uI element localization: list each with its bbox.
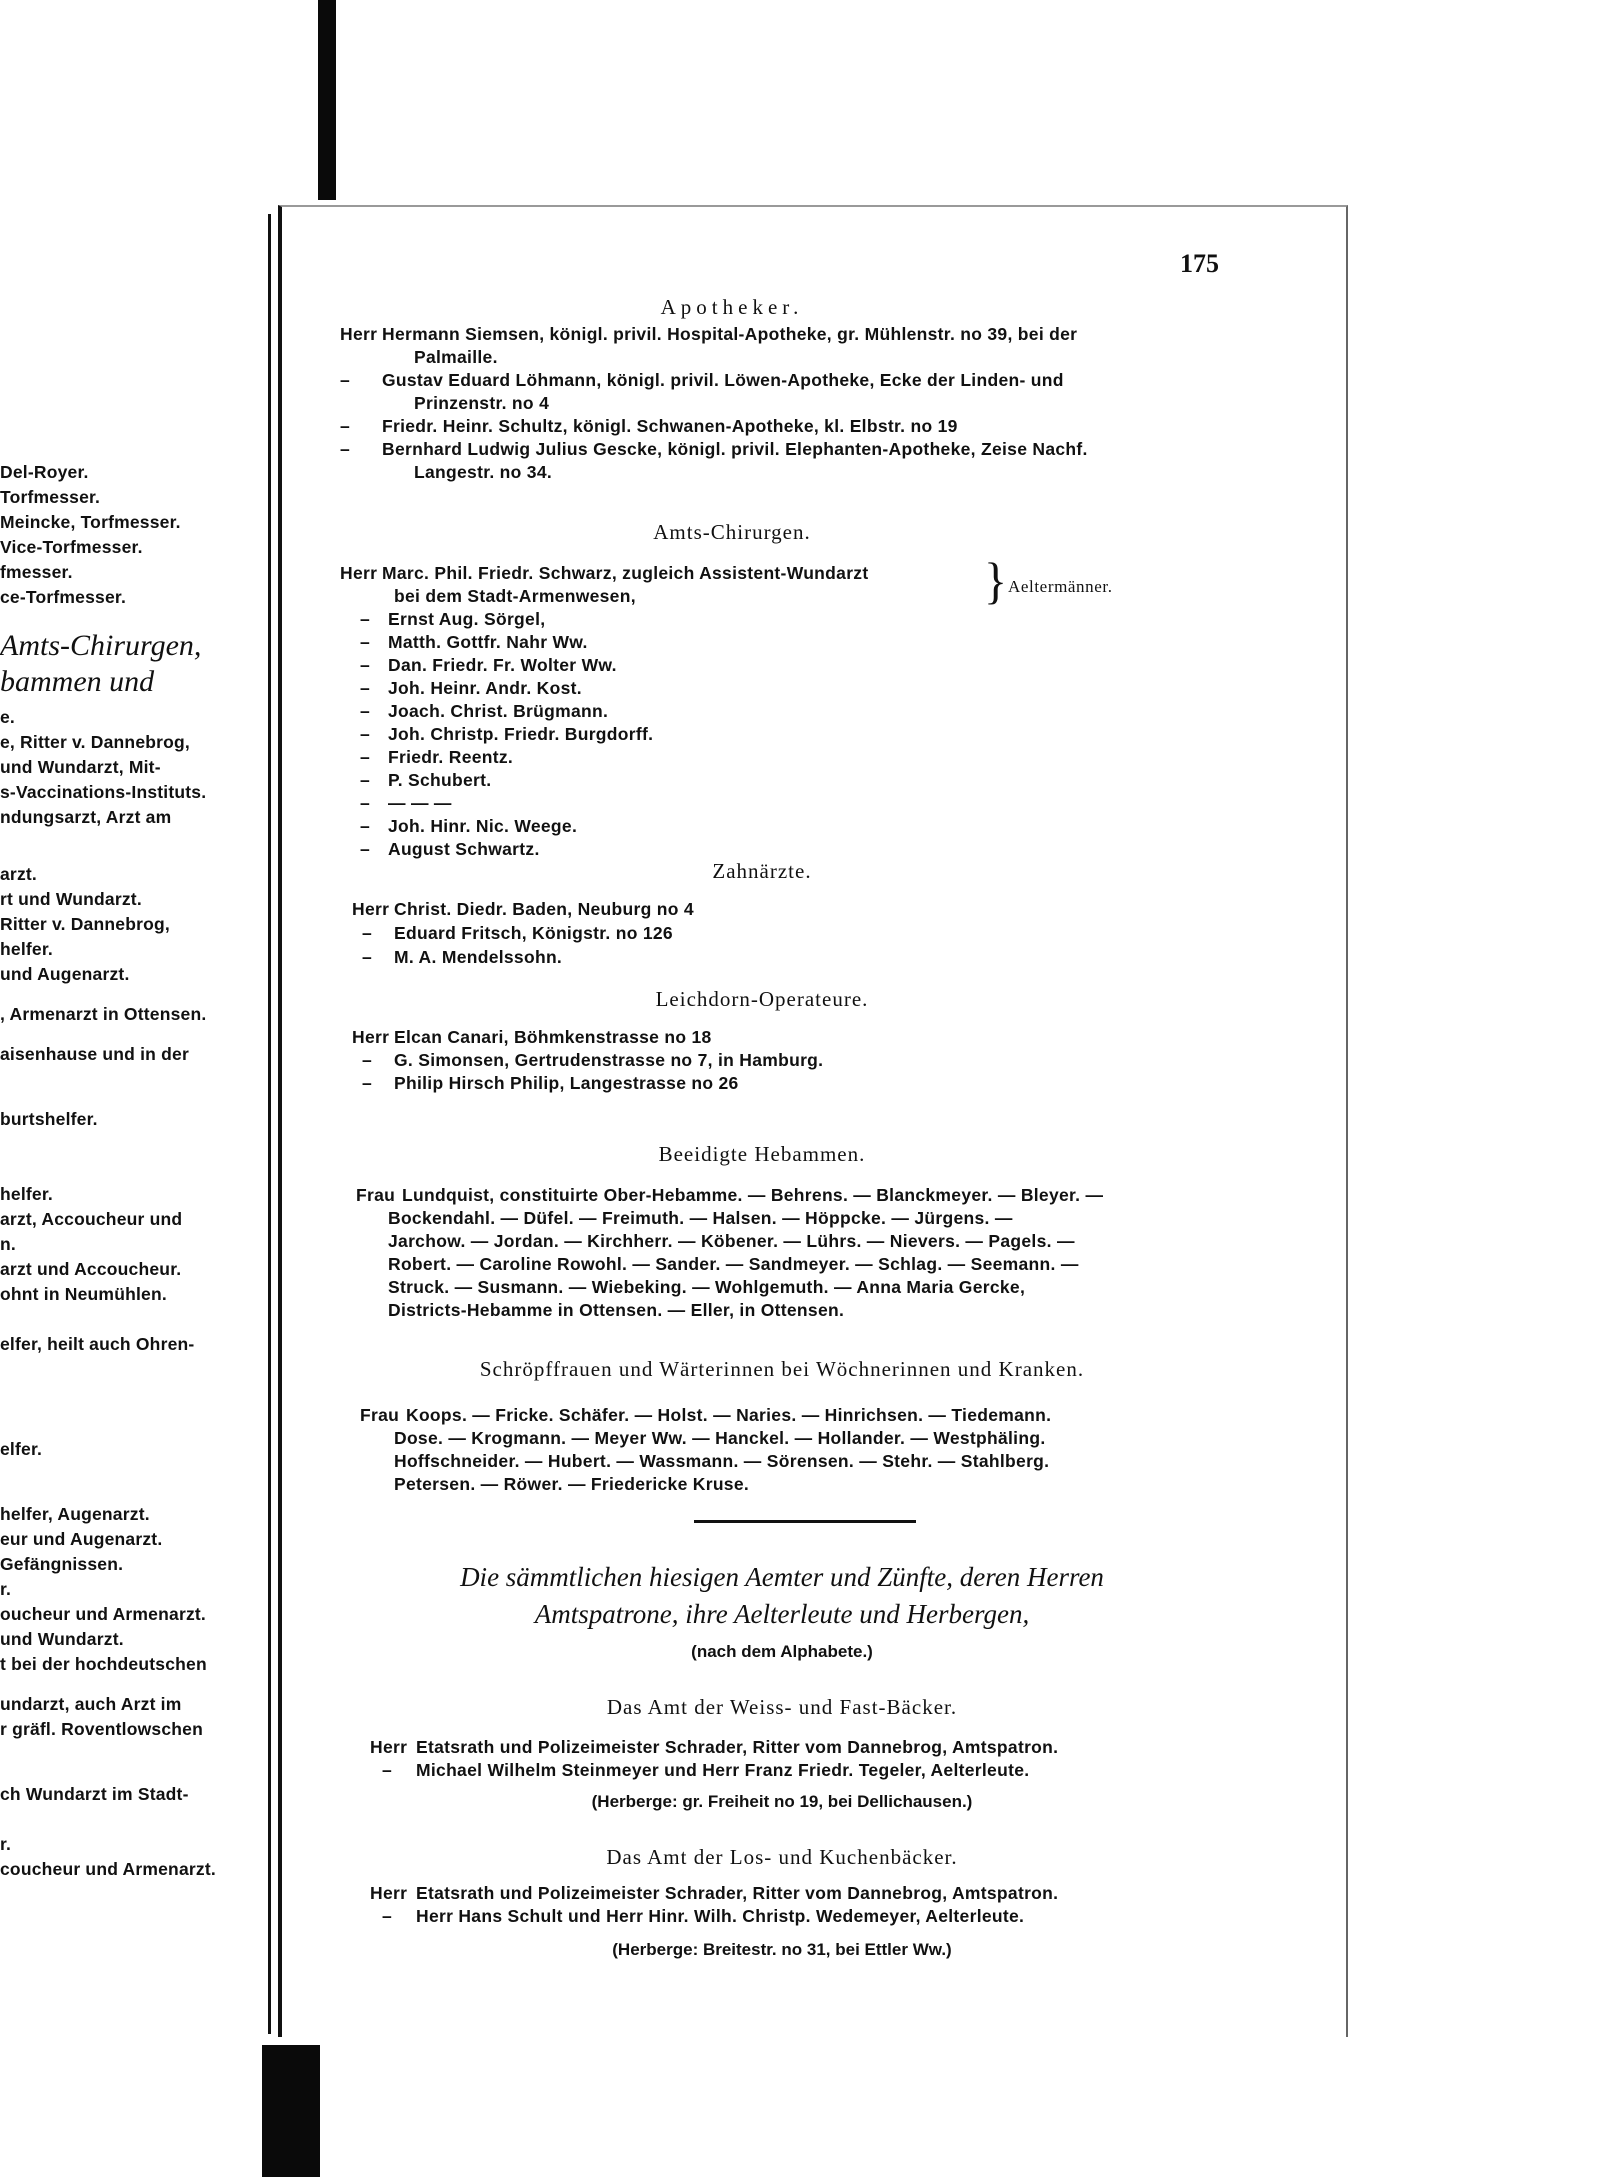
left-line: oucheur und Armenarzt. (0, 1604, 206, 1624)
list-item (340, 324, 1077, 345)
list-item (394, 1474, 749, 1495)
entry-prefix: – (360, 839, 371, 859)
entry-text: G. Simonsen, Gertrudenstrasse no 7, in Hamburg. (394, 1050, 824, 1070)
left-line: und Wundarzt. (0, 1629, 124, 1649)
left-line: , Armenarzt in Ottensen. (0, 1004, 207, 1024)
alphabet-note: (nach dem Alphabete.) (691, 1642, 873, 1661)
list-item (352, 1027, 712, 1048)
entry-text: Friedr. Reentz. (388, 747, 514, 767)
scan-edge-top (318, 0, 336, 200)
entry-text: Elcan Canari, Böhmkenstrasse no 18 (394, 1027, 712, 1047)
entry-text: Districts-Hebamme in Ottensen. — Eller, in Ottensen. (388, 1300, 845, 1320)
entry-prefix: – (360, 609, 371, 629)
list-item (360, 724, 653, 745)
list-item (352, 899, 694, 920)
left-line: coucheur und Armenarzt. (0, 1859, 216, 1879)
entry-text: Bockendahl. — Düfel. — Freimuth. — Halsen. — Höppcke. — Jürgens. — (388, 1208, 1013, 1228)
list-item (362, 1073, 739, 1094)
list-item (360, 839, 540, 860)
aemter-heading-line2: Amtspatrone, ihre Aelterleute und Herbergen, (534, 1599, 1030, 1629)
list-item (388, 1277, 1025, 1298)
list-item (360, 793, 452, 814)
left-line: elfer, heilt auch Ohren- (0, 1334, 195, 1354)
section-heading-apotheker: Apotheker. (660, 295, 804, 319)
left-line: t bei der hochdeutschen (0, 1654, 207, 1674)
left-line: Vice-Torfmesser. (0, 537, 143, 557)
section-heading-schroepffrauen: Schröpffrauen und Wärterinnen bei Wöchnerinnen und Kranken. (479, 1357, 1085, 1381)
list-item (360, 678, 582, 699)
list-item (394, 586, 636, 607)
entry-text: Michael Wilhelm Steinmeyer und Herr Franz Friedr. Tegeler, Aelterleute. (416, 1760, 1030, 1780)
entry-text: Joh. Hinr. Nic. Weege. (388, 816, 578, 836)
left-line: Del-Royer. (0, 462, 89, 482)
left-heading: Amts-Chirurgen, (0, 629, 202, 662)
brace-glyph: } (984, 553, 1008, 610)
entry-prefix: – (360, 816, 371, 836)
entry-text: Hoffschneider. — Hubert. — Wassmann. — Sörensen. — Stehr. — Stahlberg. (394, 1451, 1050, 1471)
list-item (360, 701, 608, 722)
herberge-note: (Herberge: gr. Freiheit no 19, bei Dellichausen.) (591, 1792, 973, 1811)
section-heading-hebammen: Beeidigte Hebammen. (658, 1142, 866, 1166)
entry-prefix: – (362, 1073, 373, 1093)
section-heading-zahnaerzte: Zahnärzte. (712, 859, 812, 883)
list-item (388, 1254, 1079, 1275)
entry-text: — — — (388, 793, 452, 813)
left-line: helfer. (0, 1184, 53, 1204)
entry-prefix: Herr (370, 1737, 408, 1757)
entry-prefix: – (340, 439, 351, 459)
entry-text: Robert. — Caroline Rowohl. — Sander. — Sandmeyer. — Schlag. — Seemann. — (388, 1254, 1079, 1274)
entry-text: Joh. Heinr. Andr. Kost. (388, 678, 582, 698)
left-line: e. (0, 707, 15, 727)
list-item (370, 1883, 1058, 1904)
entry-text: Matth. Gottfr. Nahr Ww. (388, 632, 588, 652)
list-item (356, 1185, 1103, 1206)
entry-text: Dan. Friedr. Fr. Wolter Ww. (388, 655, 617, 675)
entry-prefix: – (360, 747, 371, 767)
entry-text: Struck. — Susmann. — Wiebeking. — Wohlgemuth. — Anna Maria Gercke, (388, 1277, 1026, 1297)
list-item (394, 1451, 1049, 1472)
left-line: undarzt, auch Arzt im (0, 1694, 182, 1714)
left-heading: bammen und (0, 665, 155, 698)
list-item (388, 1300, 844, 1321)
entry-text: Lundquist, constituirte Ober-Hebamme. — Behrens. — Blanckmeyer. — Bleyer. — (402, 1185, 1104, 1205)
entry-text: Koops. — Fricke. Schäfer. — Holst. — Naries. — Hinrichsen. — Tiedemann. (406, 1405, 1052, 1425)
page-number: 175 (1180, 249, 1219, 278)
entry-text: Marc. Phil. Friedr. Schwarz, zugleich Assistent-Wundarzt (382, 563, 869, 583)
entry-text: Palmaille. (414, 347, 498, 367)
list-item (414, 393, 549, 414)
entry-prefix: Herr (352, 899, 390, 919)
entry-prefix: Herr (340, 563, 378, 583)
entry-text: Etatsrath und Polizeimeister Schrader, Ritter vom Dannebrog, Amtspatron. (416, 1737, 1059, 1757)
left-line: Ritter v. Dannebrog, (0, 914, 170, 934)
entry-text: Petersen. — Röwer. — Friedericke Kruse. (394, 1474, 750, 1494)
list-item (414, 347, 498, 368)
entry-prefix: – (340, 370, 351, 390)
left-line: helfer, Augenarzt. (0, 1504, 150, 1524)
left-line: e, Ritter v. Dannebrog, (0, 732, 190, 752)
entry-text: Gustav Eduard Löhmann, königl. privil. Löwen-Apotheke, Ecke der Linden- und (382, 370, 1064, 390)
entry-prefix: – (362, 923, 373, 943)
list-item (382, 1906, 1024, 1927)
left-line: Meincke, Torfmesser. (0, 512, 181, 532)
list-item (360, 1405, 1051, 1426)
entry-text: Dose. — Krogmann. — Meyer Ww. — Hanckel. — Hollander. — Westphäling. (394, 1428, 1046, 1448)
list-item (340, 416, 958, 437)
list-item (340, 439, 1088, 460)
left-line: arzt. (0, 864, 37, 884)
list-item (360, 609, 545, 630)
entry-text: Christ. Diedr. Baden, Neuburg no 4 (394, 899, 694, 919)
entry-text: August Schwartz. (388, 839, 540, 859)
list-item (360, 655, 617, 676)
entry-prefix: – (362, 1050, 373, 1070)
left-line: ch Wundarzt im Stadt- (0, 1784, 189, 1804)
entry-prefix: – (360, 770, 371, 790)
list-item (360, 747, 513, 768)
left-line: ndungsarzt, Arzt am (0, 807, 172, 827)
entry-text: Hermann Siemsen, königl. privil. Hospital-Apotheke, gr. Mühlenstr. no 39, bei der (382, 324, 1078, 344)
list-item (362, 923, 673, 944)
entry-text: Friedr. Heinr. Schultz, königl. Schwanen-Apotheke, kl. Elbstr. no 19 (382, 416, 958, 436)
entry-prefix: – (360, 678, 371, 698)
left-line: ce-Torfmesser. (0, 587, 127, 607)
left-line: und Augenarzt. (0, 964, 130, 984)
left-line: Gefängnissen. (0, 1554, 124, 1574)
aemter-heading-line1: Die sämmtlichen hiesigen Aemter und Zünfte, deren Herren (460, 1562, 1104, 1592)
left-line: rt und Wundarzt. (0, 889, 142, 909)
entry-prefix: – (360, 632, 371, 652)
left-line: fmesser. (0, 562, 73, 582)
left-line: arzt und Accoucheur. (0, 1259, 182, 1279)
left-line: r gräfl. Roventlowschen (0, 1719, 203, 1739)
left-line: helfer. (0, 939, 53, 959)
entry-prefix: Herr (352, 1027, 390, 1047)
entry-prefix: – (360, 724, 371, 744)
entry-prefix: Frau (356, 1185, 396, 1205)
section-heading-los-baecker: Das Amt der Los- und Kuchenbäcker. (606, 1845, 958, 1869)
entry-text: Langestr. no 34. (414, 462, 553, 482)
entry-prefix: Herr (370, 1883, 408, 1903)
left-line: Torfmesser. (0, 487, 101, 507)
entry-text: Ernst Aug. Sörgel, (388, 609, 546, 629)
list-item (360, 770, 491, 791)
left-line: s-Vaccinations-Instituts. (0, 782, 207, 802)
list-item (362, 1050, 823, 1071)
entry-prefix: – (360, 793, 371, 813)
list-item (370, 1737, 1058, 1758)
section-heading-weiss-baecker: Das Amt der Weiss- und Fast-Bäcker. (606, 1695, 958, 1719)
scan-edge-bottom (262, 2045, 320, 2177)
entry-prefix: Frau (360, 1405, 400, 1425)
list-item (360, 632, 588, 653)
entry-text: Prinzenstr. no 4 (414, 393, 550, 413)
list-item (340, 370, 1064, 391)
left-line: aisenhause und in der (0, 1044, 189, 1064)
aeltermaenner-label: Aeltermänner. (1008, 577, 1113, 596)
left-line: burtshelfer. (0, 1109, 98, 1129)
entry-text: Philip Hirsch Philip, Langestrasse no 26 (394, 1073, 739, 1093)
entry-prefix: Herr (340, 324, 378, 344)
left-facing-page (0, 214, 271, 2034)
entry-text: Jarchow. — Jordan. — Kirchherr. — Köbener. — Lührs. — Nievers. — Pagels. — (388, 1231, 1075, 1251)
entry-prefix: – (382, 1760, 393, 1780)
list-item (340, 563, 868, 584)
list-item (414, 462, 552, 483)
left-line: eur und Augenarzt. (0, 1529, 163, 1549)
left-line: arzt, Accoucheur und (0, 1209, 183, 1229)
section-heading-leichdorn: Leichdorn-Operateure. (655, 987, 869, 1011)
entry-text: Joh. Christp. Friedr. Burgdorff. (388, 724, 654, 744)
document-page (278, 205, 1348, 2037)
left-line: elfer. (0, 1439, 43, 1459)
entry-text: bei dem Stadt-Armenwesen, (394, 586, 636, 606)
list-item (360, 816, 577, 837)
herberge-note: (Herberge: Breitestr. no 31, bei Ettler Ww.) (612, 1940, 952, 1959)
entry-prefix: – (360, 655, 371, 675)
section-divider (694, 1520, 916, 1523)
left-line: und Wundarzt, Mit- (0, 757, 161, 777)
left-line: n. (0, 1234, 16, 1254)
entry-text: P. Schubert. (388, 770, 492, 790)
entry-text: Etatsrath und Polizeimeister Schrader, Ritter vom Dannebrog, Amtspatron. (416, 1883, 1059, 1903)
left-line: r. (0, 1834, 12, 1854)
entry-text: M. A. Mendelssohn. (394, 947, 563, 967)
entry-text: Joach. Christ. Brügmann. (388, 701, 609, 721)
list-item (394, 1428, 1045, 1449)
section-heading-amts-chirurgen: Amts-Chirurgen. (653, 520, 811, 544)
entry-prefix: – (360, 701, 371, 721)
entry-text: Eduard Fritsch, Königstr. no 126 (394, 923, 673, 943)
entry-prefix: – (340, 416, 351, 436)
left-line: r. (0, 1579, 12, 1599)
list-item (388, 1208, 1013, 1229)
entry-prefix: – (382, 1906, 393, 1926)
list-item (388, 1231, 1075, 1252)
list-item (382, 1760, 1029, 1781)
list-item (362, 947, 562, 968)
entry-text: Bernhard Ludwig Julius Gescke, königl. privil. Elephanten-Apotheke, Zeise Nachf. (382, 439, 1088, 459)
entry-prefix: – (362, 947, 373, 967)
left-line: ohnt in Neumühlen. (0, 1284, 167, 1304)
entry-text: Herr Hans Schult und Herr Hinr. Wilh. Christp. Wedemeyer, Aelterleute. (416, 1906, 1025, 1926)
